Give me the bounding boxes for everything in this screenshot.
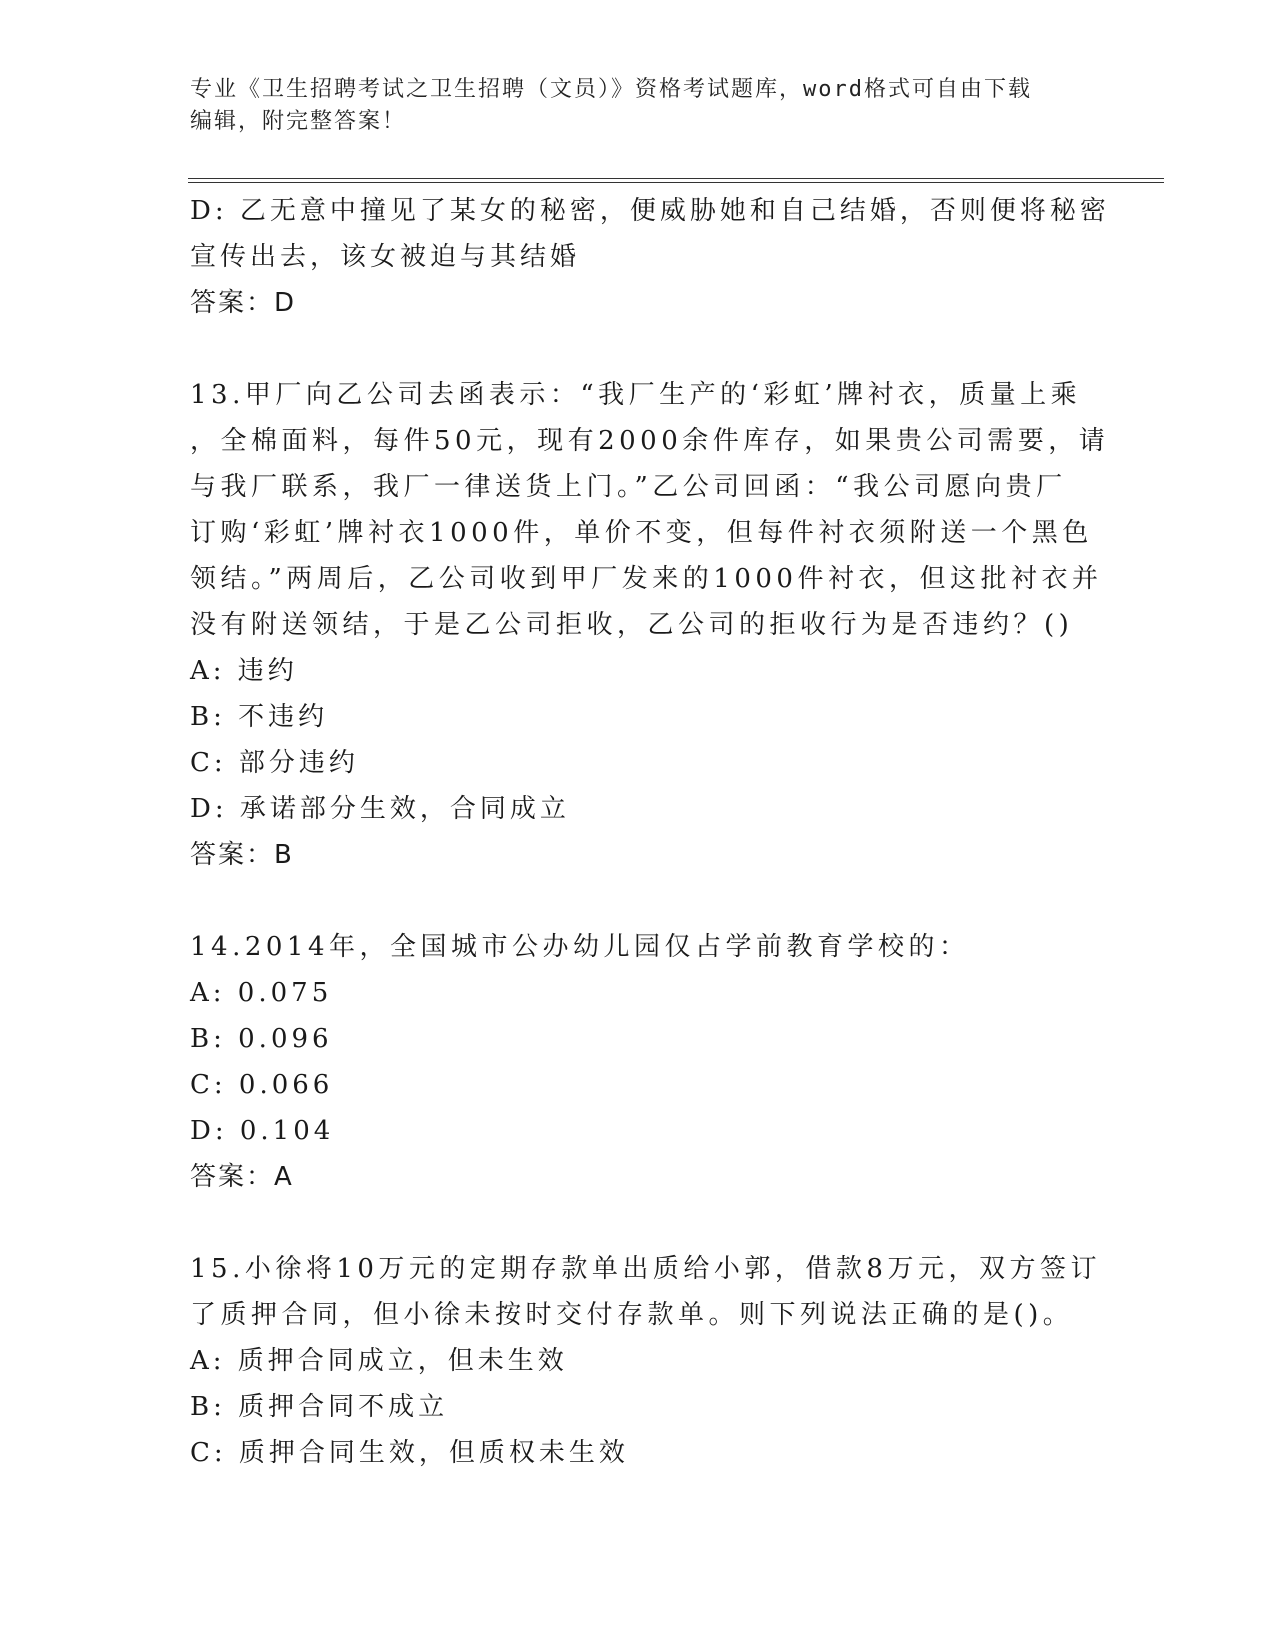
question-text-line: 13.甲厂向乙公司去函表示：“我厂生产的‘彩虹’牌衬衣，质量上乘 — [190, 380, 1082, 410]
question-text-line: 了质押合同，但小徐未按时交付存款单。则下列说法正确的是()。 — [190, 1300, 1074, 1330]
option-c: C: 部分违约 — [190, 748, 359, 778]
answer-line: 答案：B — [190, 840, 294, 870]
option-d: D: 承诺部分生效，合同成立 — [190, 794, 570, 824]
option-d-continued: 宣传出去，该女被迫与其结婚 — [190, 242, 581, 272]
answer-line: 答案：A — [190, 1162, 294, 1192]
spacer — [190, 1200, 1090, 1246]
option-a: A: 质押合同成立，但未生效 — [190, 1346, 568, 1376]
question-text-line: 15.小徐将10万元的定期存款单出质给小郭，借款8万元，双方签订 — [190, 1254, 1101, 1284]
spacer — [190, 878, 1090, 924]
question-text-line: 14.2014年，全国城市公办幼儿园仅占学前教育学校的： — [190, 932, 970, 962]
option-d: D: 乙无意中撞见了某女的秘密，便威胁她和自己结婚，否则便将秘密 — [190, 196, 1110, 226]
question-14 — [190, 924, 1090, 1200]
header-divider — [188, 178, 1164, 183]
header-line-2: 编辑，附完整答案！ — [190, 109, 407, 134]
option-b: B: 不违约 — [190, 702, 329, 732]
option-b: B: 质押合同不成立 — [190, 1392, 449, 1422]
question-text-line: 订购‘彩虹’牌衬衣1000件，单价不变，但每件衬衣须附送一个黑色 — [190, 518, 1093, 548]
question-13 — [190, 372, 1110, 878]
answer-line: 答案：D — [190, 288, 297, 318]
question-text-line: 与我厂联系，我厂一律送货上门。”乙公司回函：“我公司愿向贵厂 — [190, 472, 1067, 502]
option-c: C: 质押合同生效，但质权未生效 — [190, 1438, 629, 1468]
question-15 — [190, 1246, 1101, 1476]
header-line-1: 专业《卫生招聘考试之卫生招聘（文员）》资格考试题库，word格式可自由下载 — [190, 77, 1032, 102]
question-content — [190, 188, 1110, 1476]
option-c: C: 0.066 — [190, 1070, 334, 1100]
previous-question-tail — [190, 188, 1110, 326]
question-text-line: ，全棉面料，每件50元，现有2000余件库存，如果贵公司需要，请 — [190, 426, 1110, 456]
question-text-line: 领结。”两周后，乙公司收到甲厂发来的1000件衬衣，但这批衬衣并 — [190, 564, 1103, 594]
option-b: B: 0.096 — [190, 1024, 333, 1054]
spacer — [190, 326, 1090, 372]
option-a: A: 违约 — [190, 656, 298, 686]
option-a: A: 0.075 — [190, 978, 333, 1008]
option-d: D: 0.104 — [190, 1116, 335, 1146]
question-text-line: 没有附送领结，于是乙公司拒收，乙公司的拒收行为是否违约？() — [190, 610, 1074, 640]
document-header — [190, 74, 1090, 138]
